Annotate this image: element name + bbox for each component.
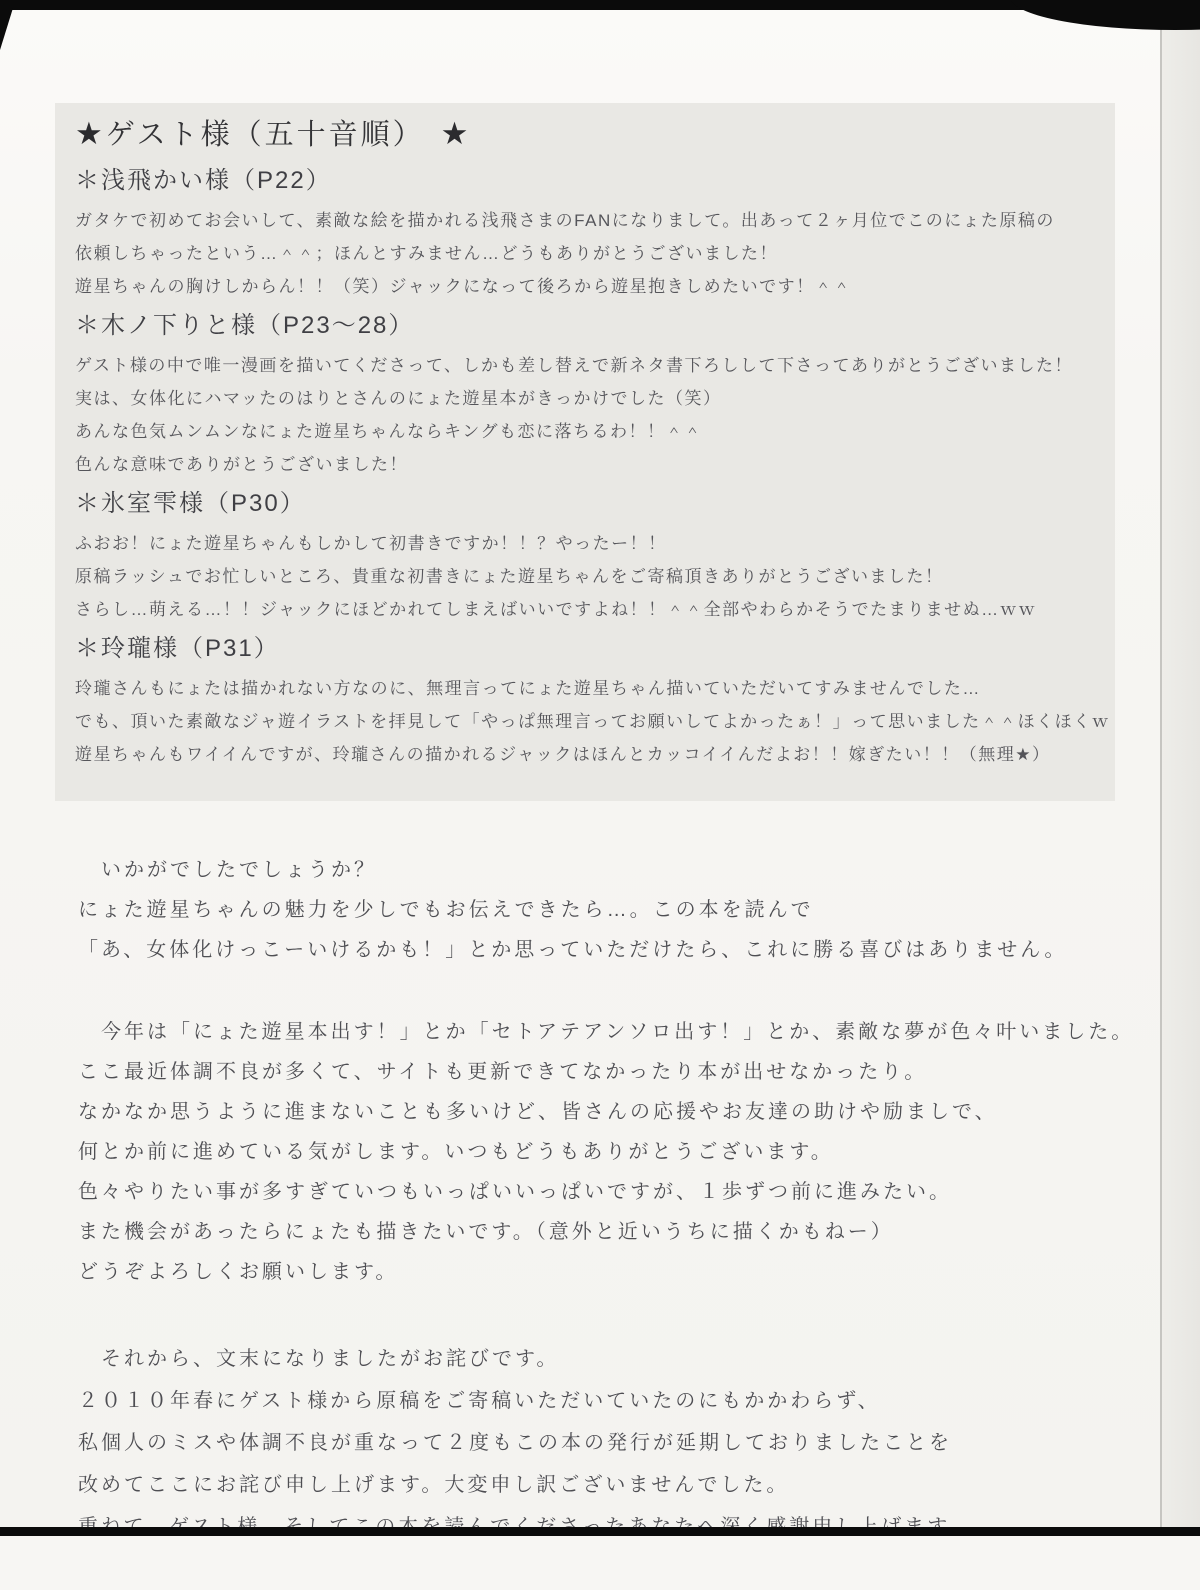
guest-name-heading: ＊浅飛かい様（P22）: [75, 167, 332, 194]
afterword-line: にょた遊星ちゃんの魅力を少しでもお伝えできたら…。この本を読んで: [78, 899, 814, 921]
guest-comment-line: 実は、女体化にハマッたのはりとさんのにょた遊星本がきっかけでした（笑）: [75, 389, 722, 408]
guest-name-heading: ＊木ノ下りと様（P23～28）: [75, 312, 415, 339]
afterword-line: なかなか思うように進まないことも多いけど、皆さんの応援やお友達の助けや励ましで、: [78, 1101, 998, 1123]
guest-name-heading: ＊玲瓏様（P31）: [75, 635, 280, 662]
guest-comment-line: 遊星ちゃんもワイイんですが、玲瓏さんの描かれるジャックはほんとカッコイイんだよお！！嫁ぎたい！！（無理★）: [75, 745, 1051, 764]
star-icon: ★: [440, 116, 472, 151]
afterword-line: 改めてここにお詫び申し上げます。大変申し訳ございませんでした。: [78, 1474, 790, 1496]
afterword: [78, 850, 1166, 1590]
guest-name-heading: ＊氷室雫様（P30）: [75, 490, 306, 517]
afterword-line: どうぞよろしくお願いします。: [78, 1261, 399, 1283]
scan-edge-bottom: [0, 1527, 1200, 1536]
guest-comment-line: でも、頂いた素敵なジャ遊イラストを拝見して「やっぱ無理言ってお願いしてよかったぁ！」って思いました＾＾ほくほくｗ: [75, 712, 1111, 731]
guest-comment-line: 玲瓏さんもにょたは描かれない方なのに、無理言ってにょた遊星ちゃん描いていただいてすみませんでした…: [75, 679, 981, 698]
guest-comment-line: 遊星ちゃんの胸けしからん！！（笑）ジャックになって後ろから遊星抱きしめたいです！＾＾: [75, 277, 852, 296]
guest-section: [75, 632, 1111, 771]
afterword-line: ２０１０年春にゲスト様から原稿をご寄稿いただいていたのにもかかわらず、: [78, 1390, 881, 1412]
afterword-line: 今年は「にょた遊星本出す！」とか「セトアテアンソロ出す！」とか、素敵な夢が色々叶いました。: [78, 1021, 1135, 1043]
guest-comment-line: ゲスト様の中で唯一漫画を描いてくださって、しかも差し替えで新ネタ書下ろしして下さってありがとうございました！: [75, 356, 1073, 375]
guest-comment-line: 原稿ラッシュでお忙しいところ、貴重な初書きにょた遊星ちゃんをご寄稿頂きありがとうございました！: [75, 567, 944, 586]
guest-credits-box: [55, 103, 1115, 801]
guest-section: [75, 487, 1095, 626]
afterword-line: 「あ、女体化けっこーいけるかも！」とか思っていただけたら、これに勝る喜びはありません。: [78, 939, 1068, 961]
guest-comment-line: 依頼しちゃったという…＾＾；ほんとすみません…どうもありがとうございました！: [75, 244, 778, 263]
afterword-line: また機会があったらにょたも描きたいです。（意外と近いうちに描くかもねー）: [78, 1221, 894, 1243]
guest-comment-line: 色んな意味でありがとうございました！: [75, 455, 408, 474]
guest-section: [75, 309, 1095, 481]
scan-corner-top-left: [0, 8, 13, 50]
afterword-line: 何とか前に進めている気がします。いつもどうもありがとうございます。: [78, 1141, 834, 1163]
guest-comment-line: ふおお！にょた遊星ちゃんもしかして初書きですか！！？やったー！！: [75, 534, 667, 553]
guest-comment-line: あんな色気ムンムンなにょた遊星ちゃんならキングも恋に落ちるわ！！＾＾: [75, 422, 703, 441]
star-icon: ★: [75, 116, 106, 151]
guest-section: [75, 164, 1095, 303]
afterword-line: 色々やりたい事が多すぎていつもいっぱいいっぱいですが、１歩ずつ前に進みたい。: [78, 1181, 952, 1203]
afterword-line: ここ最近体調不良が多くて、サイトも更新できてなかったり本が出せなかったり。: [78, 1061, 928, 1083]
guest-box-title-text: ゲスト様（五十音順）: [105, 119, 425, 151]
afterword-line: 私個人のミスや体調不良が重なって２度もこの本の発行が延期しておりましたことを: [78, 1432, 952, 1454]
afterword-line: それから、文末になりましたがお詫びです。: [78, 1348, 560, 1370]
afterword-line: いかがでしたでしょうか？: [78, 859, 377, 881]
afterword-paragraph: [78, 1338, 1166, 1548]
guest-comment-line: ガタケで初めてお会いして、素敵な絵を描かれる浅飛さまのFANになりまして。出あって２ヶ月位でこのにょた原稿の: [75, 211, 1055, 230]
guest-box-title: [75, 113, 1095, 156]
afterword-paragraph: [78, 1012, 1166, 1292]
page-fold-shade: [1162, 10, 1200, 1527]
page-fold-line: [1160, 10, 1162, 1527]
guest-comment-line: さらし…萌える…！！ジャックにほどかれてしまえばいいですよね！！＾＾全部やわらかそうでたまりませぬ…ｗｗ: [75, 600, 1037, 619]
afterword-paragraph: [78, 850, 1166, 970]
